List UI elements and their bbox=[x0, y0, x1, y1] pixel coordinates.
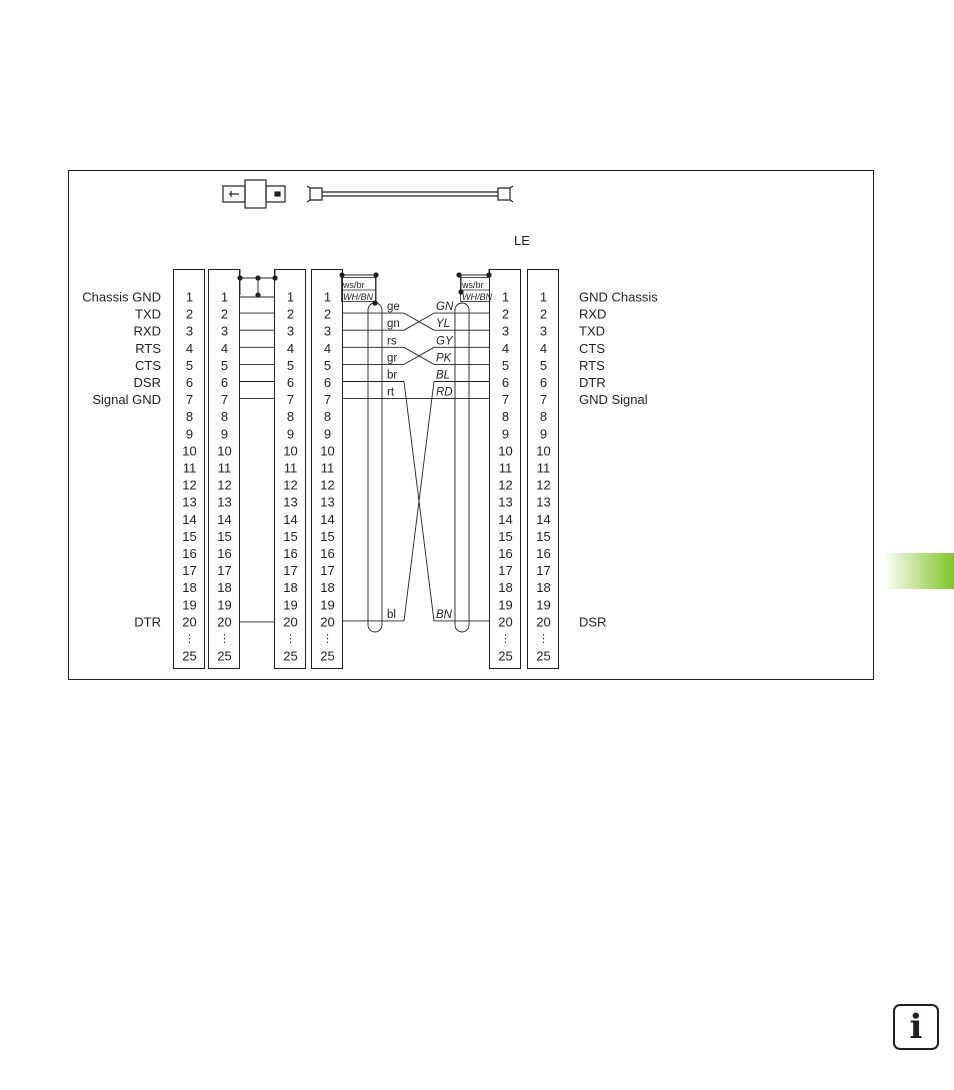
pin-number: 3 bbox=[185, 323, 194, 339]
pin-number: 9 bbox=[501, 426, 510, 442]
left-signal-label: CTS bbox=[135, 357, 161, 373]
left-signal-label: DSR bbox=[133, 375, 161, 390]
junction-dot bbox=[255, 292, 260, 297]
pin-number: 25 bbox=[536, 648, 551, 664]
pin-number: 13 bbox=[182, 494, 197, 510]
pin-number: 14 bbox=[498, 511, 513, 527]
pin-number: 11 bbox=[536, 460, 551, 476]
pin-number: 8 bbox=[501, 409, 510, 425]
pin-number: 9 bbox=[539, 426, 548, 442]
right-signal-label: TXD bbox=[579, 323, 605, 339]
shield-label-right bbox=[460, 278, 492, 303]
pin-number: 18 bbox=[217, 580, 232, 596]
continuation-mark: ⋮ bbox=[184, 632, 195, 645]
pin-number: 7 bbox=[286, 392, 295, 408]
pin-number: 8 bbox=[286, 409, 295, 425]
pin-number: 6 bbox=[539, 375, 548, 390]
pin-number: 10 bbox=[536, 443, 551, 459]
pin-number: 1 bbox=[539, 289, 548, 305]
pin-number: 8 bbox=[185, 409, 194, 425]
pin-number: 18 bbox=[498, 580, 513, 596]
pin-number: 11 bbox=[182, 460, 197, 476]
wire-color-label: rs bbox=[387, 335, 397, 348]
pin-number: 4 bbox=[185, 340, 194, 356]
pin-number: 12 bbox=[536, 477, 551, 493]
wire-color-label: GN bbox=[436, 301, 454, 314]
pin-number: 7 bbox=[323, 392, 332, 408]
pin-number: 10 bbox=[283, 443, 298, 459]
shield-left-top: ws/br bbox=[343, 280, 365, 290]
pin-number: 11 bbox=[283, 460, 298, 476]
wire-color-label: BN bbox=[436, 608, 452, 621]
pin-number: 14 bbox=[536, 511, 551, 527]
right-signal-label: RTS bbox=[579, 357, 605, 373]
pin-number: 3 bbox=[220, 323, 229, 339]
pin-number: 17 bbox=[320, 563, 335, 579]
wire-color-label: GY bbox=[436, 335, 453, 348]
pin-number: 17 bbox=[498, 563, 513, 579]
pin-number: 19 bbox=[217, 597, 232, 613]
pin-number: 15 bbox=[320, 528, 335, 544]
continuation-mark: ⋮ bbox=[322, 632, 333, 645]
junction-dot bbox=[237, 275, 242, 280]
pin-number: 7 bbox=[539, 392, 548, 408]
wire-color-label: rt bbox=[387, 386, 395, 399]
pin-number: 2 bbox=[323, 306, 332, 322]
pin-number: 11 bbox=[498, 460, 513, 476]
wire-color-label: bl bbox=[387, 608, 396, 621]
pin-number: 25 bbox=[320, 648, 335, 664]
pin-number: 19 bbox=[283, 597, 298, 613]
pin-number: 10 bbox=[320, 443, 335, 459]
pin-number: 9 bbox=[286, 426, 295, 442]
pin-number: 5 bbox=[501, 357, 510, 373]
continuation-mark: ⋮ bbox=[285, 632, 296, 645]
shield-left-bottom: WH/BN bbox=[343, 292, 373, 302]
wire-color-label: br bbox=[387, 369, 398, 382]
pin-number: 1 bbox=[185, 289, 194, 305]
pin-number: 15 bbox=[283, 528, 298, 544]
pin-number: 14 bbox=[283, 511, 298, 527]
pin-number: 8 bbox=[220, 409, 229, 425]
continuation-mark: ⋮ bbox=[500, 632, 511, 645]
left-signal-label: Signal GND bbox=[92, 392, 161, 408]
pin-number: 20 bbox=[536, 614, 551, 630]
wire-color-label: ge bbox=[387, 301, 400, 314]
pin-number: 13 bbox=[217, 494, 232, 510]
left-signal-label: RXD bbox=[133, 323, 161, 339]
pin-number: 4 bbox=[286, 340, 295, 356]
pin-number: 11 bbox=[217, 460, 232, 476]
pin-number: 15 bbox=[182, 528, 197, 544]
shield-label-left bbox=[341, 278, 376, 303]
pin-number: 7 bbox=[220, 392, 229, 408]
pin-number: 16 bbox=[182, 546, 197, 561]
pin-number: 25 bbox=[283, 648, 298, 664]
right-signal-label: CTS bbox=[579, 340, 605, 356]
pin-number: 1 bbox=[323, 289, 332, 305]
pin-number: 20 bbox=[498, 614, 513, 630]
wire-color-labels-right bbox=[436, 301, 454, 621]
pin-number: 19 bbox=[320, 597, 335, 613]
pin-number: 13 bbox=[283, 494, 298, 510]
pin-number: 4 bbox=[501, 340, 510, 356]
pin-number: 6 bbox=[185, 375, 194, 390]
pin-number: 2 bbox=[501, 306, 510, 322]
pin-number: 16 bbox=[283, 546, 298, 561]
pin-number: 18 bbox=[182, 580, 197, 596]
pin-number: 18 bbox=[283, 580, 298, 596]
right-signal-label: RXD bbox=[579, 306, 607, 322]
pin-number: 19 bbox=[182, 597, 197, 613]
pin-number: 2 bbox=[185, 306, 194, 322]
pin-number: 5 bbox=[220, 357, 229, 373]
info-icon bbox=[893, 1004, 939, 1050]
pin-number: 1 bbox=[286, 289, 295, 305]
pin-number: 9 bbox=[185, 426, 194, 442]
pin-number: 17 bbox=[283, 563, 298, 579]
pin-number: 16 bbox=[217, 546, 232, 561]
wire-color-label: RD bbox=[436, 386, 453, 399]
cable-icon bbox=[307, 186, 513, 202]
left-signal-label: TXD bbox=[135, 306, 161, 322]
pin-number: 15 bbox=[217, 528, 232, 544]
pin-number: 17 bbox=[536, 563, 551, 579]
pin-number: 1 bbox=[501, 289, 510, 305]
junction-dot bbox=[339, 272, 344, 277]
pin-number: 11 bbox=[320, 460, 335, 476]
right-signal-names bbox=[579, 290, 658, 630]
right-signal-label: DTR bbox=[579, 375, 606, 390]
pin-number: 6 bbox=[501, 375, 510, 390]
pin-number: 9 bbox=[323, 426, 332, 442]
pin-number: 25 bbox=[498, 648, 513, 664]
left-signal-label: Chassis GND bbox=[82, 289, 161, 305]
pin-number: 14 bbox=[182, 511, 197, 527]
pin-number: 20 bbox=[217, 614, 232, 630]
right-signal-label: GND Chassis bbox=[579, 289, 658, 305]
pin-number: 4 bbox=[323, 340, 332, 356]
pin-number: 17 bbox=[182, 563, 197, 579]
pin-number: 5 bbox=[323, 357, 332, 373]
wire-color-label: YL bbox=[436, 318, 451, 331]
pin-number: 18 bbox=[536, 580, 551, 596]
pin-number: 10 bbox=[498, 443, 513, 459]
pin-number: 3 bbox=[539, 323, 548, 339]
pin-number: 10 bbox=[182, 443, 197, 459]
info-icon-glyph: i bbox=[909, 1007, 923, 1047]
wire-color-labels-left bbox=[387, 301, 400, 621]
wire-color-label: gn bbox=[387, 318, 400, 331]
pin-number: 3 bbox=[501, 323, 510, 339]
pin-number: 14 bbox=[217, 511, 232, 527]
wire-color-label: PK bbox=[436, 352, 452, 365]
wire-color-label: BL bbox=[436, 369, 451, 382]
pin-number: 9 bbox=[220, 426, 229, 442]
pin-number: 5 bbox=[539, 357, 548, 373]
continuation-mark: ⋮ bbox=[219, 632, 230, 645]
shield-right-bottom: WH/BN bbox=[462, 292, 492, 302]
pin-number: 8 bbox=[323, 409, 332, 425]
junction-dot bbox=[255, 275, 260, 280]
pin-number: 20 bbox=[320, 614, 335, 630]
pin-number: 15 bbox=[498, 528, 513, 544]
continuation-mark: ⋮ bbox=[538, 632, 549, 645]
pin-number: 12 bbox=[320, 477, 335, 493]
pin-number: 13 bbox=[498, 494, 513, 510]
pin-number: 5 bbox=[286, 357, 295, 373]
left-signal-names bbox=[82, 290, 161, 630]
wire-color-label: gr bbox=[387, 352, 398, 365]
pin-number: 7 bbox=[501, 392, 510, 408]
pin-number: 3 bbox=[286, 323, 295, 339]
pin-number: 6 bbox=[286, 375, 295, 390]
pin-number: 4 bbox=[220, 340, 229, 356]
pin-number: 1 bbox=[220, 289, 229, 305]
pin-number: 16 bbox=[320, 546, 335, 561]
shield-loop-right bbox=[455, 303, 469, 632]
pin-number: 5 bbox=[185, 357, 194, 373]
shield-right-top: ws/br bbox=[462, 280, 484, 290]
pin-number: 25 bbox=[217, 648, 232, 664]
pin-number: 19 bbox=[536, 597, 551, 613]
pin-number: 19 bbox=[498, 597, 513, 613]
pin-number: 4 bbox=[539, 340, 548, 356]
right-signal-label: GND Signal bbox=[579, 392, 648, 408]
pin-number: 20 bbox=[283, 614, 298, 630]
pin-number: 8 bbox=[539, 409, 548, 425]
pin-number: 7 bbox=[185, 392, 194, 408]
adapter-block-icon bbox=[223, 180, 285, 208]
wiring bbox=[237, 269, 491, 632]
pin-number: 2 bbox=[539, 306, 548, 322]
pin-number: 6 bbox=[220, 375, 229, 390]
pin-number: 20 bbox=[182, 614, 197, 630]
pin-number: 17 bbox=[217, 563, 232, 579]
pin-number: 3 bbox=[323, 323, 332, 339]
pin-number: 2 bbox=[286, 306, 295, 322]
left-signal-label: DTR bbox=[134, 614, 161, 630]
connector-columns bbox=[174, 270, 559, 669]
pin-number: 14 bbox=[320, 511, 335, 527]
pin-number: 12 bbox=[217, 477, 232, 493]
right-signal-label: DSR bbox=[579, 614, 607, 630]
shield-loop-left bbox=[368, 303, 382, 632]
pin-number: 2 bbox=[220, 306, 229, 322]
pin-number: 13 bbox=[536, 494, 551, 510]
pin-number: 12 bbox=[283, 477, 298, 493]
left-signal-label: RTS bbox=[135, 340, 161, 356]
junction-dot bbox=[272, 275, 277, 280]
pin-number: 16 bbox=[498, 546, 513, 561]
pin-number: 13 bbox=[320, 494, 335, 510]
pin-number: 16 bbox=[536, 546, 551, 561]
pin-number: 10 bbox=[217, 443, 232, 459]
pin-number: 12 bbox=[498, 477, 513, 493]
pin-number: 6 bbox=[323, 375, 332, 390]
pin-number: 12 bbox=[182, 477, 197, 493]
pin-number: 25 bbox=[182, 648, 197, 664]
pin-number: 18 bbox=[320, 580, 335, 596]
le-label: LE bbox=[514, 233, 530, 248]
pin-number: 15 bbox=[536, 528, 551, 544]
